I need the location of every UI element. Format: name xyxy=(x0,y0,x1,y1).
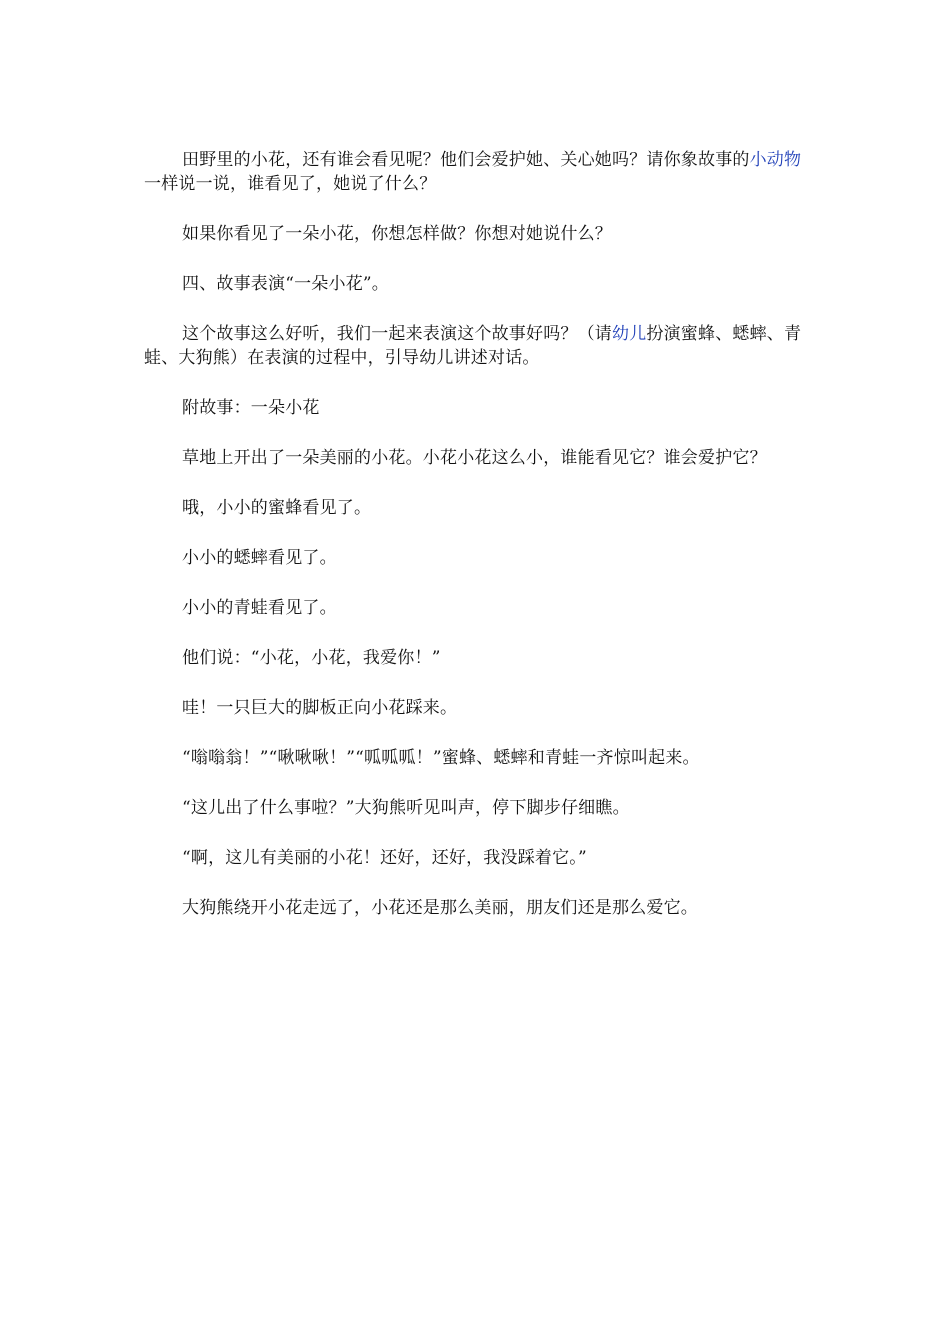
link-children[interactable]: 幼儿 xyxy=(612,324,647,344)
paragraph-text: “这儿出了什么事啦？”大狗熊听见叫声，停下脚步仔细瞧。 xyxy=(182,798,630,818)
paragraph-text: “啊，这儿有美丽的小花！还好，还好，我没踩着它。” xyxy=(182,848,587,868)
story-paragraph xyxy=(144,646,812,670)
story-paragraph xyxy=(144,446,812,470)
story-paragraph xyxy=(144,546,812,570)
story-title xyxy=(144,396,812,420)
paragraph-text: 扮演蜜蜂、蟋蟀、青蛙、大狗熊）在表演的过程中，引导幼儿讲述对话。 xyxy=(144,324,802,368)
document-body xyxy=(144,148,812,946)
paragraph-text: 他们说：“小花，小花，我爱你！” xyxy=(182,648,441,668)
story-paragraph xyxy=(144,796,812,820)
paragraph-2 xyxy=(144,222,812,246)
paragraph-text: 哇！一只巨大的脚板正向小花踩来。 xyxy=(182,698,458,718)
paragraph-text: 小小的青蛙看见了。 xyxy=(182,598,337,618)
paragraph-text: 哦，小小的蜜蜂看见了。 xyxy=(182,498,372,518)
paragraph-text: 草地上开出了一朵美丽的小花。小花小花这么小，谁能看见它？谁会爱护它？ xyxy=(182,448,767,468)
paragraph-text: “嗡嗡翁！”“啾啾啾！”“呱呱呱！”蜜蜂、蟋蟀和青蛙一齐惊叫起来。 xyxy=(182,748,700,768)
paragraph-text: 一样说一说，谁看见了，她说了什么？ xyxy=(144,174,437,194)
paragraph-text: 这个故事这么好听，我们一起来表演这个故事好吗？（请 xyxy=(182,324,612,344)
story-paragraph xyxy=(144,746,812,770)
section-heading xyxy=(144,272,812,296)
paragraph-text: 小小的蟋蟀看见了。 xyxy=(182,548,337,568)
story-paragraph xyxy=(144,896,812,920)
paragraph-text: 四、故事表演“一朵小花”。 xyxy=(182,274,389,294)
link-small-animals[interactable]: 小动物 xyxy=(749,150,802,170)
story-paragraph xyxy=(144,496,812,520)
story-paragraph xyxy=(144,696,812,720)
paragraph-text: 田野里的小花，还有谁会看见呢？他们会爱护她、关心她吗？请你象故事的 xyxy=(182,150,750,170)
paragraph-1 xyxy=(144,148,812,196)
paragraph-4 xyxy=(144,322,812,370)
paragraph-text: 如果你看见了一朵小花，你想怎样做？你想对她说什么？ xyxy=(182,224,612,244)
story-paragraph xyxy=(144,596,812,620)
story-paragraph xyxy=(144,846,812,870)
paragraph-text: 大狗熊绕开小花走远了，小花还是那么美丽，朋友们还是那么爱它。 xyxy=(182,898,698,918)
paragraph-text: 附故事：一朵小花 xyxy=(182,398,320,418)
